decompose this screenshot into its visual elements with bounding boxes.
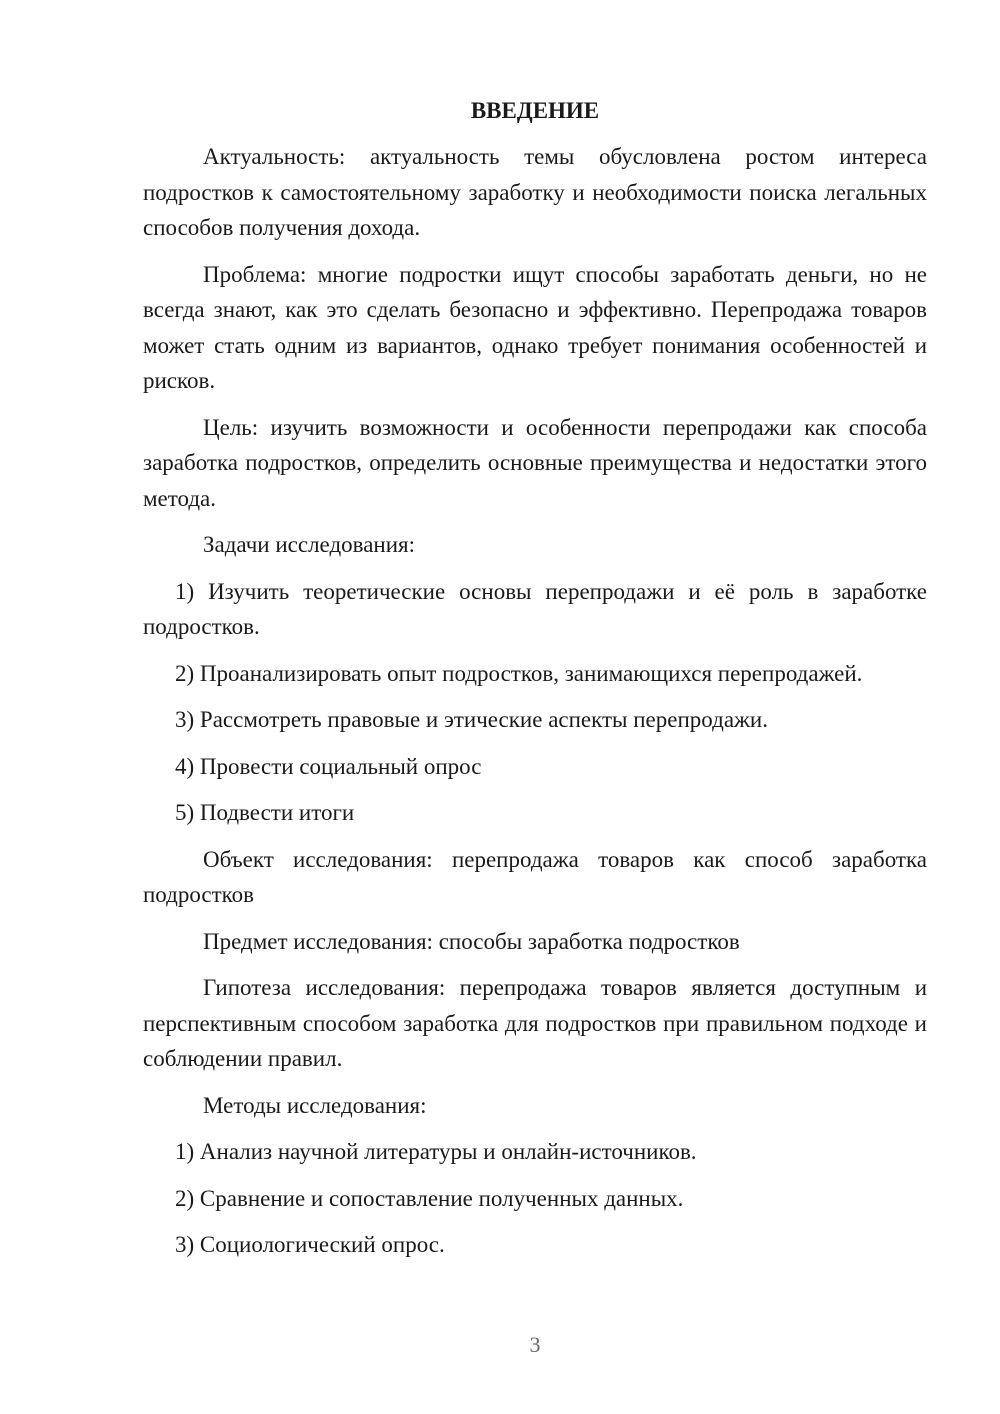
task-item-5: 5) Подвести итоги (175, 800, 355, 825)
task-item-2: 2) Проанализировать опыт подростков, занимающихся перепродажей. (175, 660, 863, 686)
task-item-4: 4) Провести социальный опрос (175, 753, 482, 779)
task-item-1: 1) Изучить теоретические основы перепродажи и её роль в заработке подростков. (143, 578, 927, 639)
hypothesis-paragraph: Гипотеза исследования: перепродажа товаров является доступным и перспективным способом заработка для подростков при правильном подходе и соблюдении правил. (143, 975, 927, 1071)
object-paragraph: Объект исследования: перепродажа товаров как способ заработка подростков (143, 846, 927, 907)
relevance-paragraph: Актуальность: актуальность темы обусловлена ростом интереса подростков к самостоятельному заработку и необходимости поиска легальных способов получения дохода. (143, 144, 927, 240)
section-title: ВВЕДЕНИЕ (470, 98, 600, 123)
task-item-3: 3) Рассмотреть правовые и этические аспекты перепродажи. (175, 707, 768, 732)
goal-paragraph: Цель: изучить возможности и особенности перепродажи как способа заработка подростков, определить основные преимущества и недостатки этого метода. (143, 414, 927, 511)
page-content (143, 94, 927, 1274)
tasks-heading: Задачи исследования: (203, 532, 416, 557)
method-item-3: 3) Социологический опрос. (175, 1232, 445, 1257)
method-item-2: 2) Сравнение и сопоставление полученных данных. (175, 1185, 684, 1211)
method-item-1: 1) Анализ научной литературы и онлайн-источников. (175, 1139, 697, 1164)
page-number: 3 (529, 1332, 541, 1357)
subject-paragraph: Предмет исследования: способы заработка подростков (203, 928, 740, 954)
problem-paragraph: Проблема: многие подростки ищут способы заработать деньги, но не всегда знают, как это сделать безопасно и эффективно. Перепродажа товаров может стать одним из вариантов, однако требует понимания особенностей и рисков. (143, 261, 927, 393)
methods-heading: Методы исследования: (203, 1092, 427, 1118)
